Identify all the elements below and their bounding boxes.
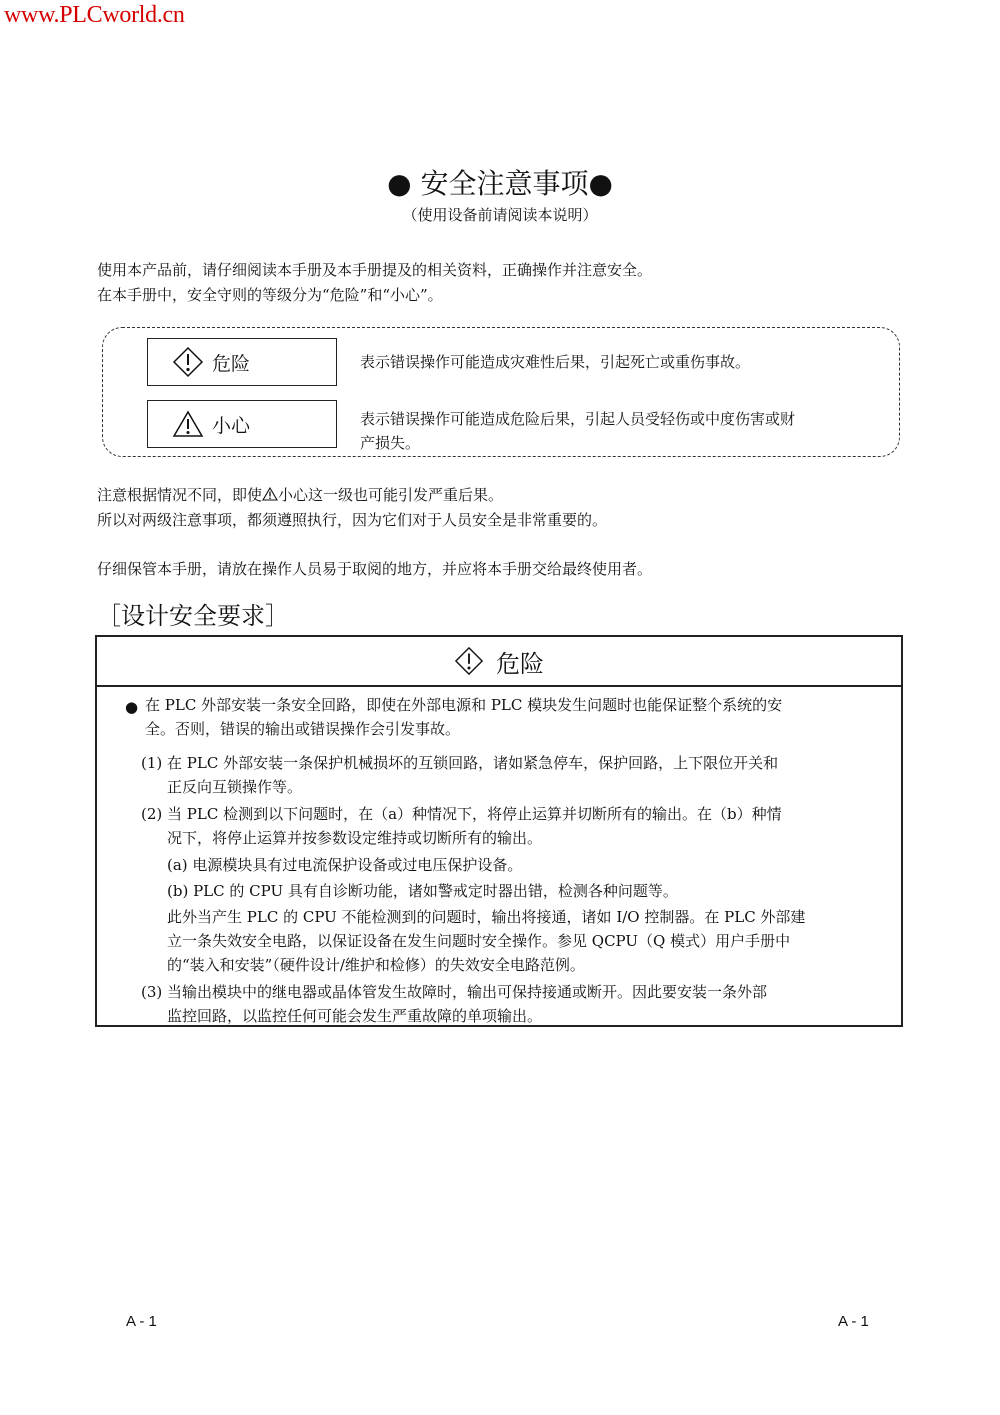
design-safety-danger-box xyxy=(95,635,903,1027)
danger-line-3: (1) 在 PLC 外部安装一条保护机械损坏的互锁回路，诸如紧急停车，保护回路，上下限位开关和 xyxy=(141,754,779,772)
danger-box-header xyxy=(97,637,901,687)
danger-line-6: 况下，将停止运算并按参数设定维持或切断所有的输出。 xyxy=(167,829,543,847)
page-number-right: A - 1 xyxy=(838,1313,869,1330)
caution-level-description-line-2: 产损失。 xyxy=(360,434,421,452)
note-line-1-after: 小心这一级也可能引发严重后果。 xyxy=(278,486,504,504)
section-title: ［设计安全要求］ xyxy=(97,602,289,630)
caution-level-box xyxy=(147,400,337,448)
note-line-1 xyxy=(97,483,503,507)
danger-diamond-icon xyxy=(172,346,204,378)
intro-line-1: 使用本产品前，请仔细阅读本手册及本手册提及的相关资料，正确操作并注意安全。 xyxy=(97,261,653,279)
danger-line-8: (b) PLC 的 CPU 具有自诊断功能，诸如警戒定时器出错，检测各种问题等。 xyxy=(167,882,678,900)
note-line-1-before: 注意根据情况不同，即使 xyxy=(97,486,263,504)
danger-line-12: (3) 当输出模块中的继电器或晶体管发生故障时，输出可保持接通或断开。因此要安装一条外部 xyxy=(141,983,768,1001)
keep-manual-note: 仔细保管本手册，请放在操作人员易于取阅的地方，并应将本手册交给最终使用者。 xyxy=(97,560,653,578)
danger-box-title: 危险 xyxy=(496,649,544,678)
intro-line-2: 在本手册中，安全守则的等级分为“危险”和“小心”。 xyxy=(97,286,443,304)
page-number-left: A - 1 xyxy=(126,1313,157,1330)
danger-level-description: 表示错误操作可能造成灾难性后果，引起死亡或重伤事故。 xyxy=(360,353,751,371)
danger-line-2: 全。否则，错误的输出或错误操作会引发事故。 xyxy=(145,720,461,738)
danger-level-box xyxy=(147,338,337,386)
page-subtitle: （使用设备前请阅读本说明） xyxy=(402,206,598,224)
caution-level-label: 小心 xyxy=(212,414,251,437)
danger-line-1: 在 PLC 外部安装一条安全回路，即使在外部电源和 PLC 模块发生问题时也能保证整个系统的安 xyxy=(145,696,783,714)
danger-line-9: 此外当产生 PLC 的 CPU 不能检测到的问题时，输出将接通，诸如 I/O 控制器。在 PLC 外部建 xyxy=(167,908,806,926)
danger-line-5: (2) 当 PLC 检测到以下问题时，在（a）种情况下，将停止运算并切断所有的输出。在（b）种情 xyxy=(141,805,782,823)
caution-triangle-icon xyxy=(172,408,204,440)
caution-inline-icon xyxy=(262,484,278,498)
danger-line-11: 的“装入和安装”（硬件设计/维护和检修）的失效安全电路范例。 xyxy=(167,956,585,974)
bullet-icon: ● xyxy=(125,698,139,716)
danger-line-13: 监控回路，以监控任何可能会发生严重故障的单项输出。 xyxy=(167,1007,543,1025)
danger-line-4: 正反向互锁操作等。 xyxy=(167,778,303,796)
watermark: www.PLCworld.cn xyxy=(4,2,185,28)
danger-diamond-icon xyxy=(454,646,484,676)
danger-line-7: (a) 电源模块具有过电流保护设备或过电压保护设备。 xyxy=(167,856,523,874)
caution-level-description-line-1: 表示错误操作可能造成危险后果，引起人员受轻伤或中度伤害或财 xyxy=(360,410,796,428)
danger-line-10: 立一条失效安全电路，以保证设备在发生问题时安全操作。参见 QCPU（Q 模式）用户手册中 xyxy=(167,932,791,950)
page-title: ● 安全注意事项● xyxy=(387,167,613,200)
note-line-2: 所以对两级注意事项，都须遵照执行，因为它们对于人员安全是非常重要的。 xyxy=(97,511,608,529)
danger-level-label: 危险 xyxy=(212,352,251,375)
